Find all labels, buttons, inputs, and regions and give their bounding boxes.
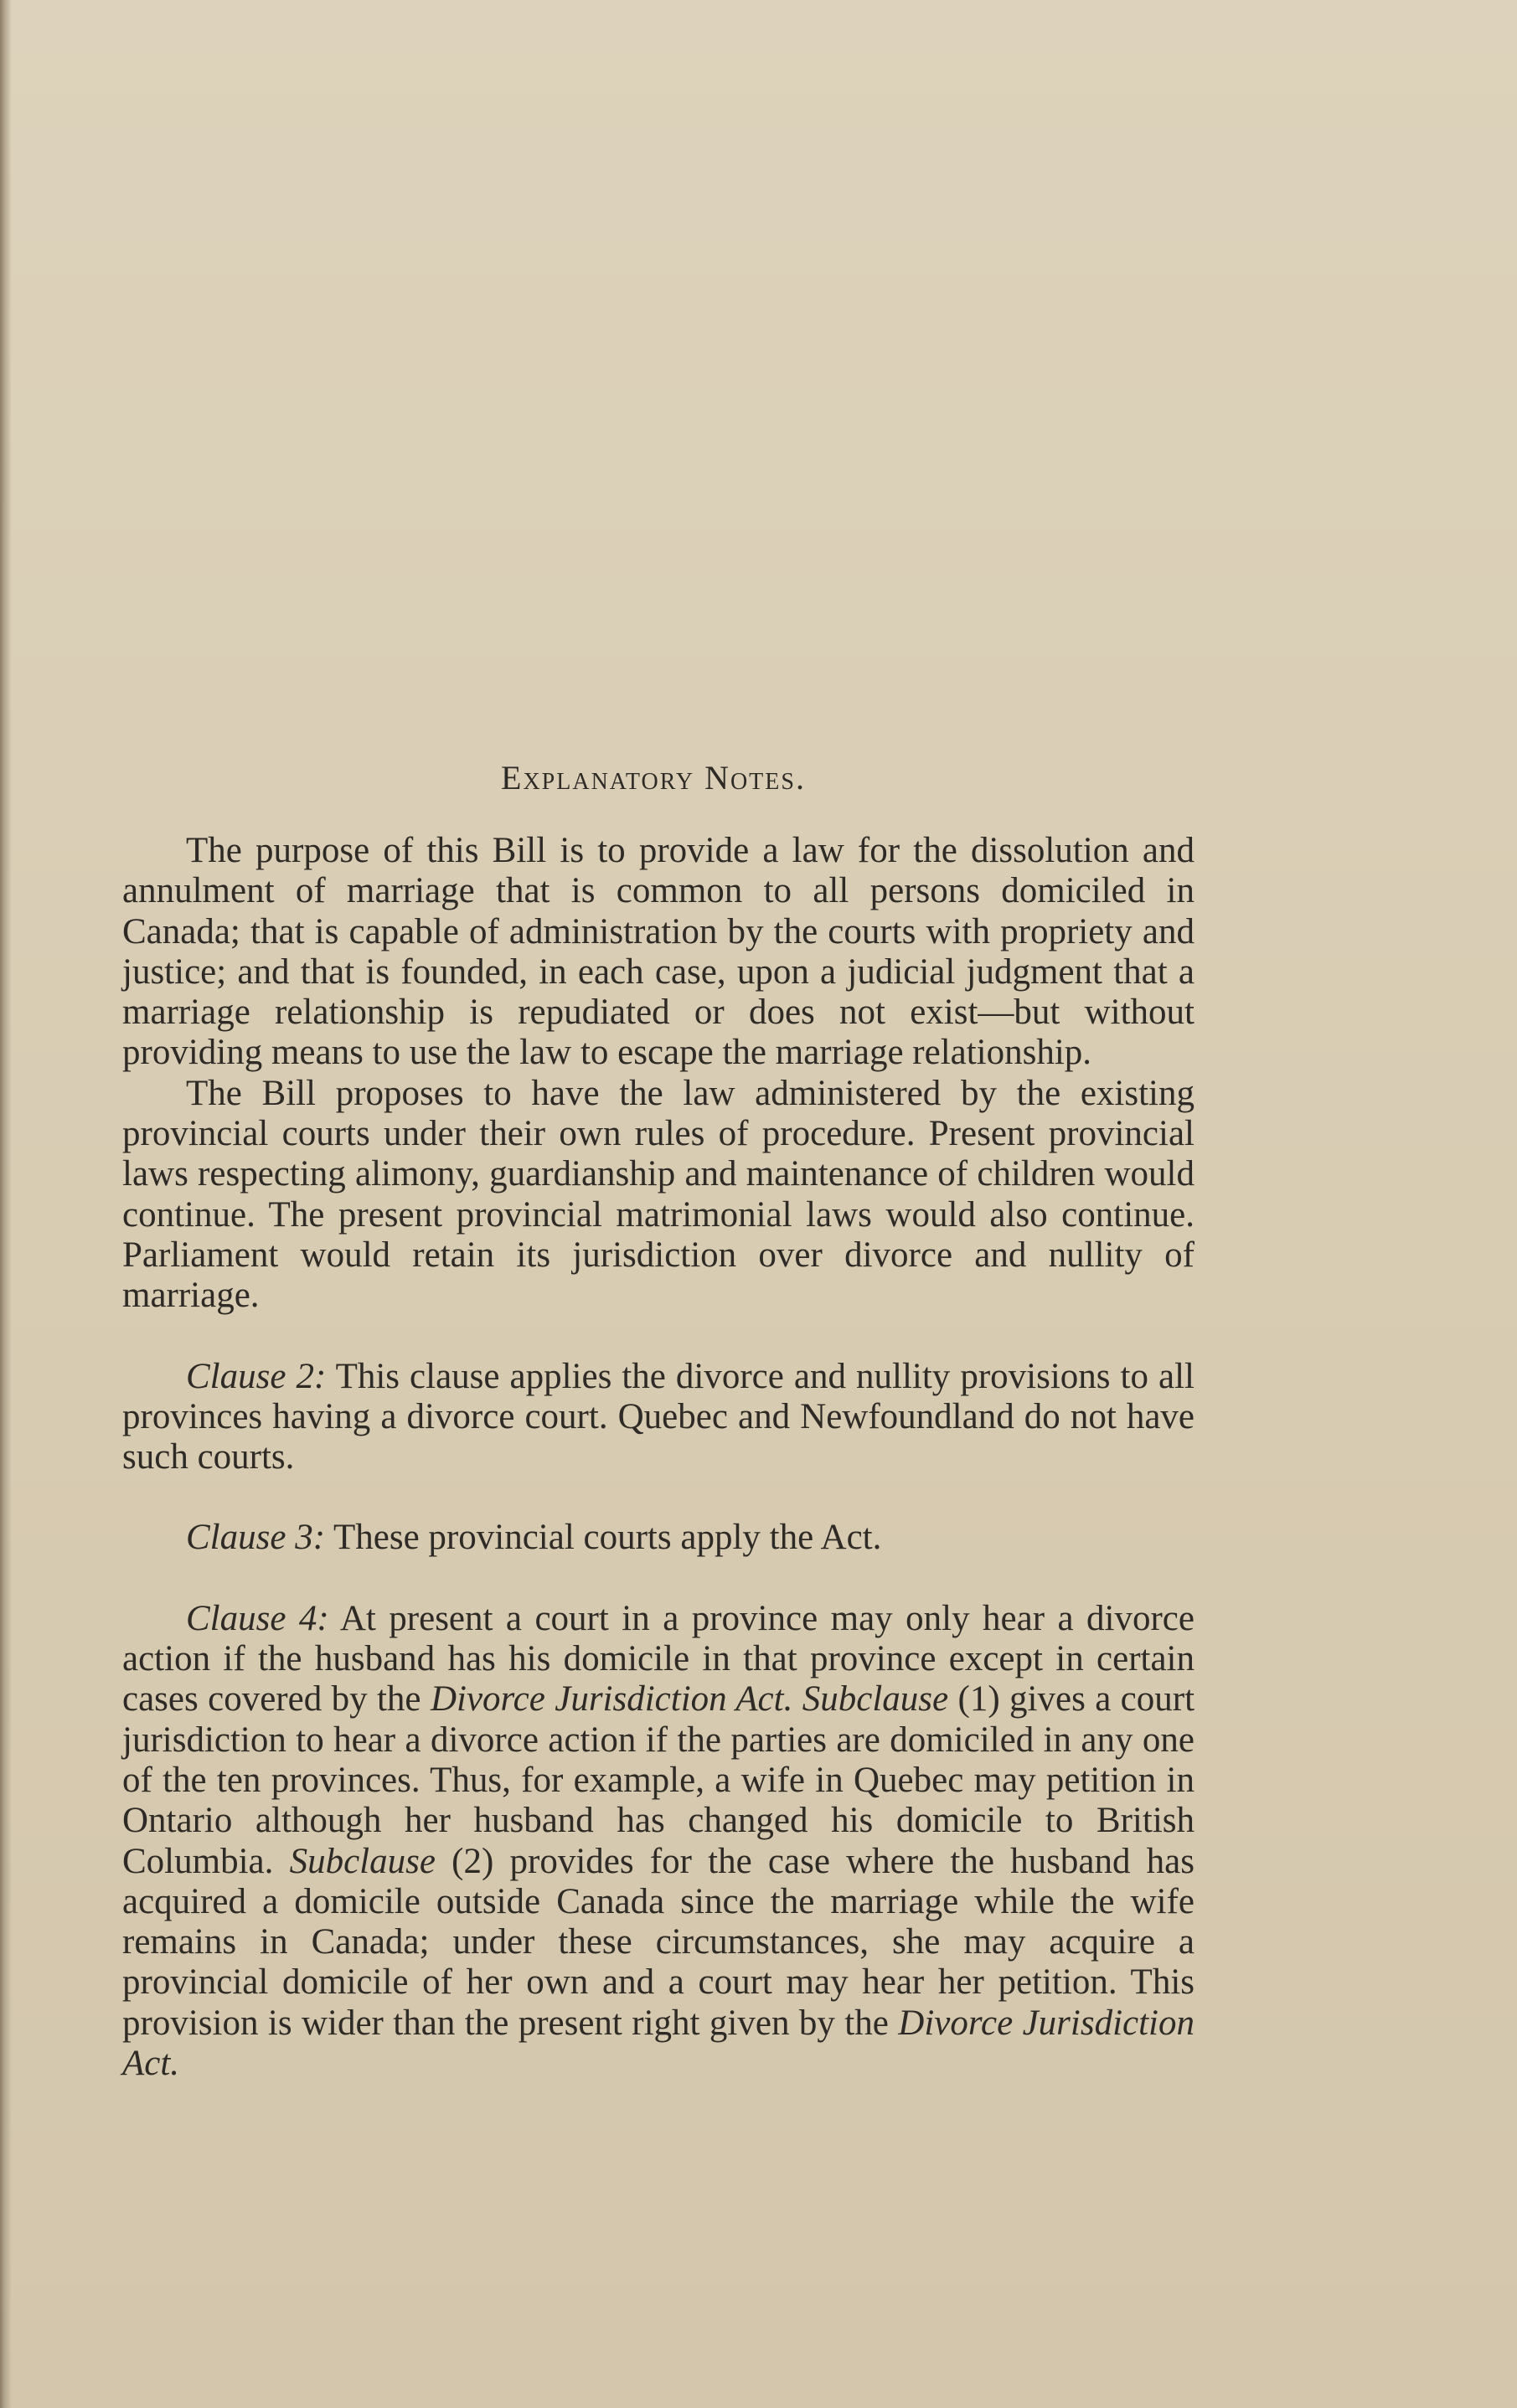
act-reference: Divorce Jurisdiction Act. xyxy=(122,2003,1195,2084)
notes-body xyxy=(122,831,1195,2084)
paragraph-purpose xyxy=(122,831,1195,1074)
paragraph-administration xyxy=(122,1074,1195,1317)
paragraph-clause-2 xyxy=(122,1357,1195,1478)
clause-label: Clause 3: xyxy=(186,1518,326,1558)
paragraph-text: These provincial courts apply the Act. xyxy=(333,1518,882,1558)
paragraph-text: The Bill proposes to have the law administered by the existing provincial courts under their own rules of procedure. Present provincial laws respecting alimony, guardianship and maintenance of children would continue. The present provincial matrimonial laws would also continue. Parliament would retain its jurisdiction over divorce and nullity of marriage. xyxy=(122,1073,1195,1316)
paragraph-text: (1) gives a court jurisdiction to hear a divorce action if the parties are domiciled in any one of the ten provinces. Thus, for example, a wife in Quebec may petition in Ontario although her husband has changed his domicile to British Columbia. xyxy=(122,1679,1195,1881)
paragraph-text: This clause applies the divorce and nullity provisions to all provinces having a divorce court. Quebec and Newfoundland do not have such courts. xyxy=(122,1356,1195,1477)
paragraph-text: The purpose of this Bill is to provide a law for the dissolution and annulment of marriage that is common to all persons domiciled in Canada; that is capable of administration by the courts with propriety and justice; and that is founded, in each case, upon a judicial judgment that a marriage relationship is repudiated or does not exist—but without providing means to use the law to escape the marriage relationship. xyxy=(122,831,1195,1073)
act-reference: Divorce Jurisdiction Act. xyxy=(430,1679,793,1720)
clause-label: Clause 2: xyxy=(186,1356,327,1396)
subclause-label: Subclause xyxy=(802,1679,949,1720)
binding-edge xyxy=(0,0,12,2408)
page-heading: Explanatory Notes. xyxy=(501,759,806,797)
paragraph-clause-3 xyxy=(122,1518,1195,1558)
paragraph-clause-4 xyxy=(122,1599,1195,2085)
paragraph-text: (2) provides for the case where the husband has acquired a domicile outside Canada since the marriage while the wife remains in Canada; under these circumstances, she may acquire a provincial domicile of her own and a court may hear her petition. This provision is wider than the present right given by the xyxy=(122,1841,1195,2043)
clause-label: Clause 4: xyxy=(186,1598,329,1638)
paragraph-text: At present a court in a province may only hear a divorce action if the husband has his domicile in that province except in certain cases covered by the xyxy=(122,1598,1195,1720)
subclause-label: Subclause xyxy=(289,1841,436,1881)
